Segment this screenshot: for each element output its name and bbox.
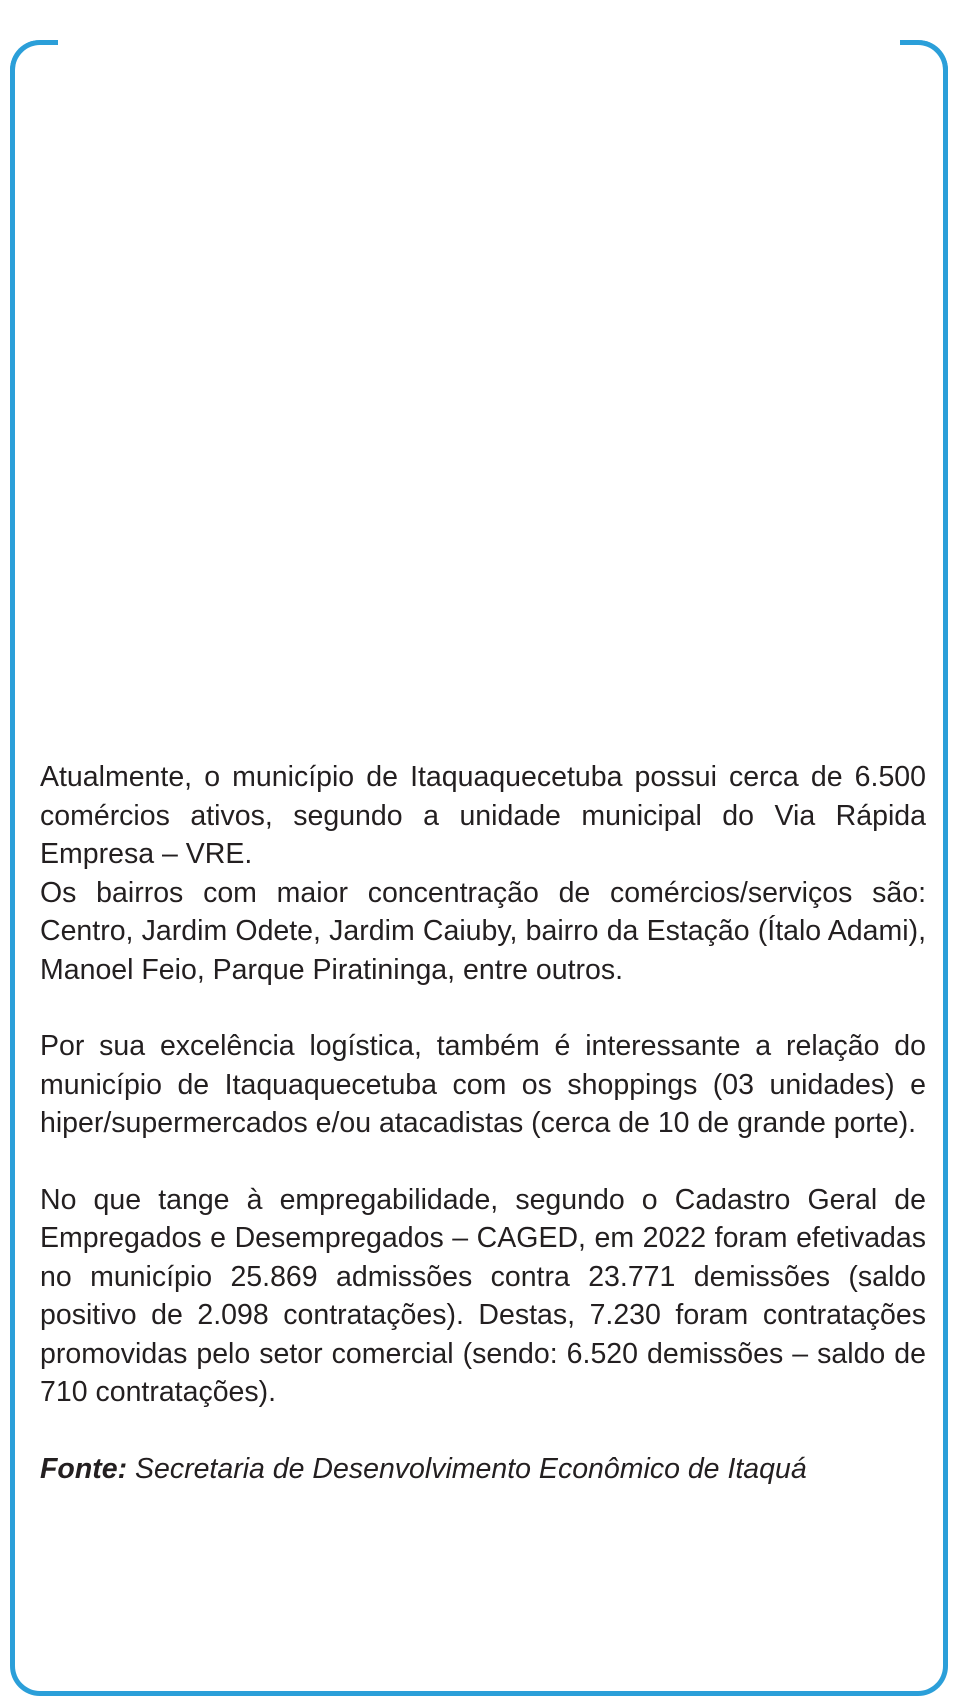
- paragraph-employment: No que tange à empregabilidade, segundo o Cadastro Geral de Empregados e Desempregados – CAGED, em 2022 foram efetivadas no município 25.869 admissões contra 23.771 demissões (saldo positivo de 2.098 contratações). Destas, 7.230 foram contratações promovidas pelo setor comercial (sendo: 6.520 demissões – saldo de 710 contratações).: [40, 1183, 926, 1408]
- paragraph-neighborhoods: Os bairros com maior concentração de comércios/serviços são: Centro, Jardim Odete, Jardim Caiuby, bairro da Estação (Ítalo Adami), Manoel Feio, Parque Piratininga, entre outros.: [40, 876, 926, 986]
- paragraph-gap: [40, 1143, 926, 1181]
- frame-corner-top-right: [900, 40, 948, 80]
- paragraph-commerce-count: Atualmente, o município de Itaquaquecetuba possui cerca de 6.500 comércios ativos, segundo a unidade municipal do Via Rápida Empresa – VRE.: [40, 761, 926, 870]
- text-content: [40, 758, 926, 1488]
- source-citation: [40, 1450, 926, 1489]
- source-label: Fonte:: [40, 1452, 128, 1485]
- paragraph-logistics: Por sua excelência logística, também é interessante a relação do município de Itaquaquecetuba com os shoppings (03 unidades) e hiper/supermercados e/ou atacadistas (cerca de 10 de grande porte).: [40, 1030, 926, 1139]
- paragraph-gap: [40, 1412, 926, 1450]
- source-text: Secretaria de Desenvolvimento Econômico de Itaquá: [127, 1452, 807, 1485]
- frame-corner-top-left: [10, 40, 58, 80]
- paragraph-gap: [40, 989, 926, 1027]
